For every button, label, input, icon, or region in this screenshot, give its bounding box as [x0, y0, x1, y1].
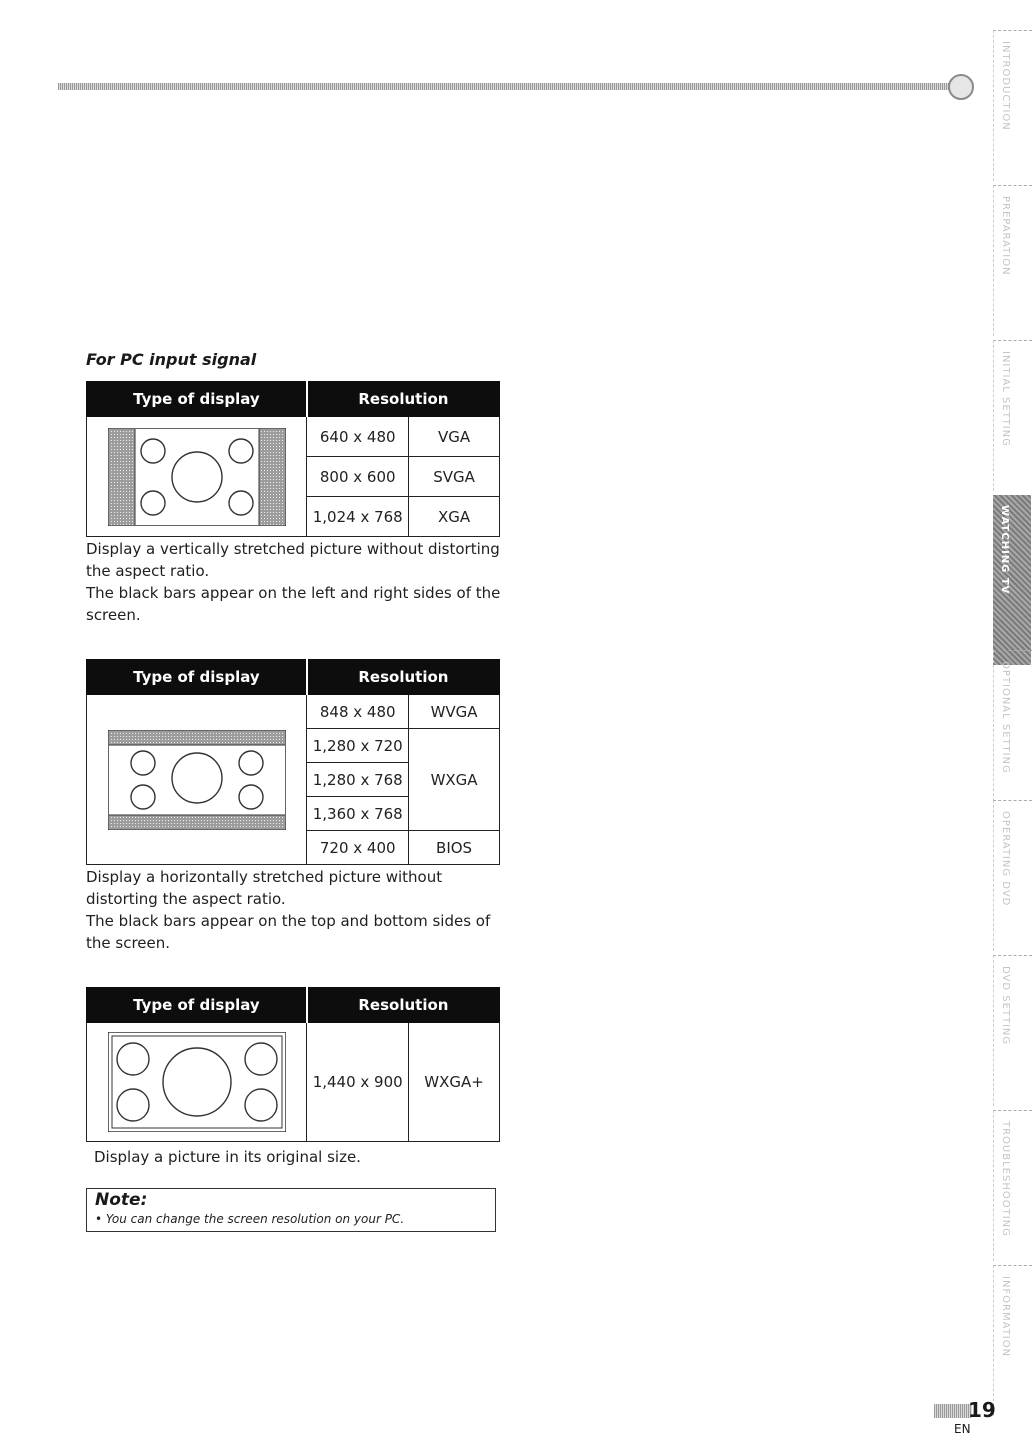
resolution-table-1 — [86, 381, 500, 537]
side-tab-preparation[interactable] — [993, 185, 1032, 336]
note-text: • You can change the screen resolution on your PC. — [95, 1212, 405, 1226]
resolution-standard: VGA — [409, 417, 500, 457]
display-illustration-cell — [87, 695, 307, 865]
resolution-value: 640 x 480 — [307, 417, 409, 457]
side-tab-troubleshooting[interactable] — [993, 1110, 1032, 1261]
side-tab-information[interactable] — [993, 1265, 1032, 1416]
side-tab-label: INFORMATION — [1000, 1276, 1011, 1358]
side-tab-introduction[interactable] — [993, 30, 1032, 181]
table-3-description: Display a picture in its original size. — [94, 1148, 361, 1166]
side-tab-label: TROUBLESHOOTING — [1000, 1121, 1011, 1237]
header-resolution: Resolution — [307, 382, 500, 417]
resolution-value: 848 x 480 — [307, 695, 409, 729]
resolution-value: 1,280 x 720 — [307, 729, 409, 763]
resolution-value: 1,440 x 900 — [307, 1023, 409, 1142]
resolution-standard: SVGA — [409, 457, 500, 497]
section-title: For PC input signal — [86, 350, 257, 369]
pillarbox-display-illustration — [108, 428, 286, 526]
resolution-table-3 — [86, 987, 500, 1142]
header-type-of-display: Type of display — [87, 660, 307, 695]
side-tab-dvd-setting[interactable] — [993, 955, 1032, 1106]
header-resolution: Resolution — [307, 988, 500, 1023]
side-tab-watching-tv[interactable] — [993, 495, 1031, 665]
resolution-value: 720 x 400 — [307, 831, 409, 865]
display-illustration-cell — [87, 1023, 307, 1142]
side-tab-operating-dvd[interactable] — [993, 800, 1032, 951]
side-tab-label: INITIAL SETTING — [1000, 351, 1011, 447]
side-tab-initial-setting[interactable] — [993, 340, 1032, 491]
table-1-description: Display a vertically stretched picture without distorting the aspect ratio. The black bars appear on the left and right sides of the screen. — [86, 540, 501, 624]
header-resolution: Resolution — [307, 660, 500, 695]
resolution-standard: WXGA+ — [409, 1023, 500, 1142]
display-illustration-cell — [87, 417, 307, 537]
resolution-standard: BIOS — [409, 831, 500, 865]
side-tab-label: INTRODUCTION — [1000, 41, 1011, 131]
resolution-table-2 — [86, 659, 500, 865]
letterbox-display-illustration — [108, 730, 286, 830]
side-tab-label: DVD SETTING — [1000, 966, 1011, 1046]
table-2-description: Display a horizontally stretched picture without distorting the aspect ratio. The black bars appear on the top and bottom sides of the screen. — [86, 868, 491, 952]
side-tab-label: WATCHING TV — [999, 505, 1010, 595]
note-title: Note: — [95, 1190, 148, 1210]
header-type-of-display: Type of display — [87, 988, 307, 1023]
resolution-value: 1,280 x 768 — [307, 763, 409, 797]
side-tab-label: OPERATING DVD — [1000, 811, 1011, 907]
resolution-value: 1,360 x 768 — [307, 797, 409, 831]
note-box — [86, 1188, 496, 1232]
resolution-standard: XGA — [409, 497, 500, 537]
side-tab-optional-setting[interactable] — [993, 650, 1032, 801]
resolution-value: 1,024 x 768 — [307, 497, 409, 537]
chapter-side-tabs — [991, 30, 1032, 1410]
full-display-illustration — [108, 1032, 286, 1132]
resolution-standard: WVGA — [409, 695, 500, 729]
side-tab-label: OPTIONAL SETTING — [1000, 661, 1011, 774]
page-language: EN — [954, 1422, 971, 1436]
top-decorative-rule — [58, 83, 958, 90]
top-rule-circle — [948, 74, 974, 100]
page-number-decoration — [934, 1404, 972, 1418]
resolution-standard: WXGA — [409, 729, 500, 831]
side-tab-label: PREPARATION — [1000, 196, 1011, 276]
header-type-of-display: Type of display — [87, 382, 307, 417]
page-number: 19 — [968, 1398, 996, 1422]
resolution-value: 800 x 600 — [307, 457, 409, 497]
